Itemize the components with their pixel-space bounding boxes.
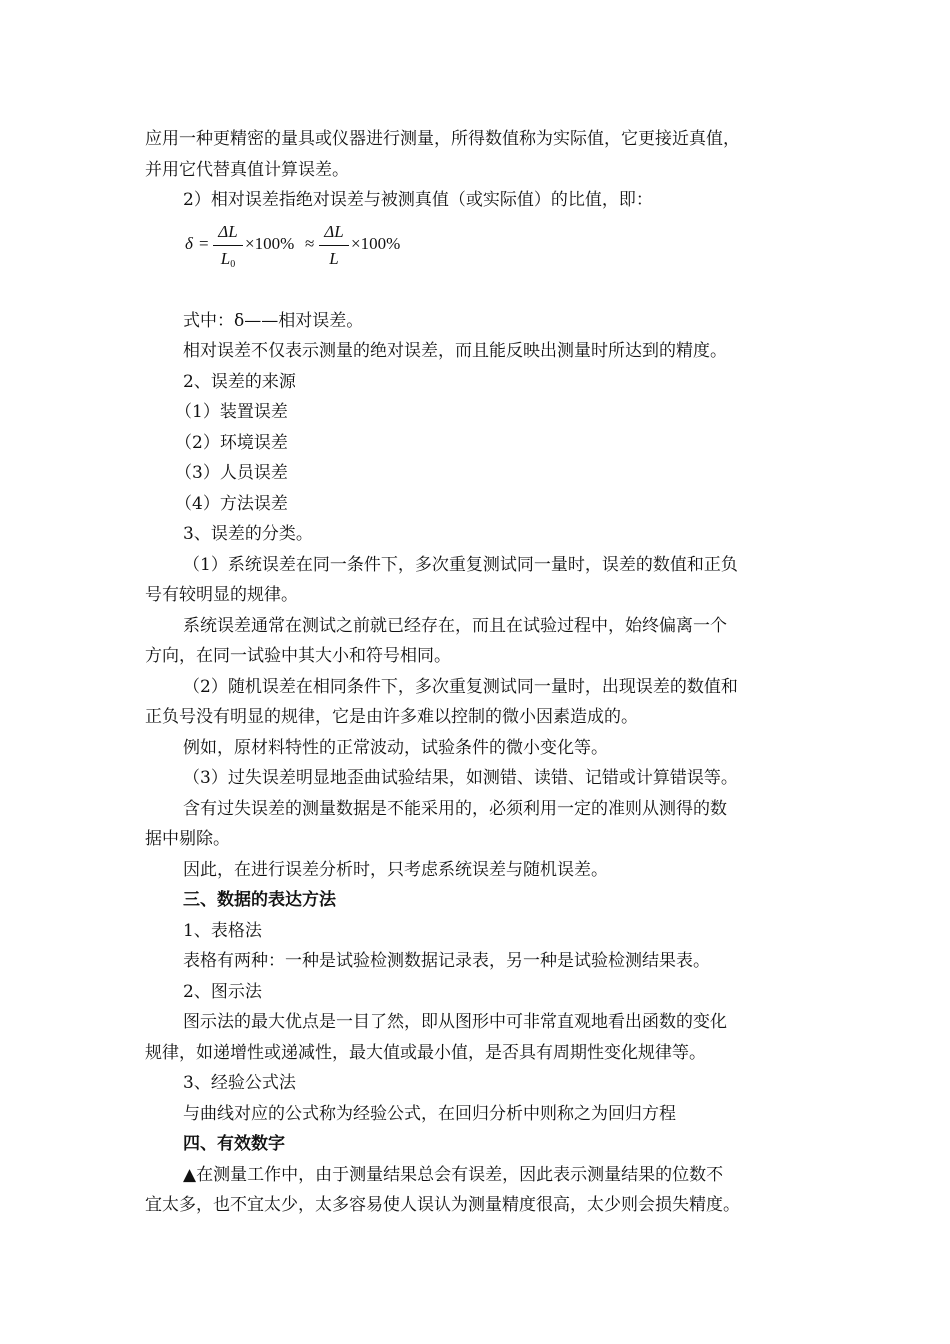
paragraph-line: （2）随机误差在相同条件下，多次重复测试同一量时，出现误差的数值和 xyxy=(183,676,738,697)
formula-approx: ≈ xyxy=(305,233,315,253)
paragraph-line: （1）系统误差在同一条件下，多次重复测试同一量时，误差的数值和正负 xyxy=(183,554,738,575)
paragraph-line: 例如，原材料特性的正常波动，试验条件的微小变化等。 xyxy=(183,737,608,758)
formula-times-1: ×100% xyxy=(245,233,295,253)
paragraph-line: （3）过失误差明显地歪曲试验结果，如测错、读错、记错或计算错误等。 xyxy=(183,768,738,788)
formula-times-2: ×100% xyxy=(351,233,401,253)
section-heading: 2、图示法 xyxy=(183,981,262,1002)
fraction-bar-2 xyxy=(319,245,349,246)
paragraph-line: 图示法的最大优点是一目了然，即从图形中可非常直观地看出函数的变化 xyxy=(183,1012,727,1032)
paragraph-line: 表格有两种：一种是试验检测数据记录表，另一种是试验检测结果表。 xyxy=(183,951,710,971)
paragraph-line: 因此，在进行误差分析时，只考虑系统误差与随机误差。 xyxy=(183,859,608,880)
paragraph-line: ▲在测量工作中，由于测量结果总会有误差，因此表示测量结果的位数不 xyxy=(183,1164,724,1185)
formula-denominator-1: $L_0$ xyxy=(220,248,236,270)
relative-error-formula xyxy=(185,218,810,288)
paragraph-line: 方向，在同一试验中其大小和符号相同。 xyxy=(145,646,451,666)
paragraph-line: 据中剔除。 xyxy=(145,829,230,849)
formula-equals: = xyxy=(199,233,209,253)
formula-delta: δ xyxy=(185,233,193,253)
paragraph-line: 并用它代替真值计算误差。 xyxy=(145,159,349,180)
paragraph-line: 式中：δ——相对误差。 xyxy=(183,310,364,331)
chapter-heading: 三、数据的表达方法 xyxy=(183,890,336,910)
paragraph-line: 2）相对误差指绝对误差与被测真值（或实际值）的比值，即： xyxy=(183,190,653,210)
formula-numerator-1: ΔL xyxy=(218,221,238,241)
paragraph-line: 应用一种更精密的量具或仪器进行测量，所得数值称为实际值，它更接近真值， xyxy=(145,129,740,149)
fraction-bar-1 xyxy=(213,245,243,246)
list-item: （1）装置误差 xyxy=(175,402,288,422)
list-item: （3）人员误差 xyxy=(175,463,288,483)
section-heading: 3、经验公式法 xyxy=(183,1073,296,1093)
formula-numerator-2: ΔL xyxy=(324,221,344,241)
section-heading: 3、误差的分类。 xyxy=(183,524,313,544)
paragraph-line: 规律，如递增性或递减性，最大值或最小值，是否具有周期性变化规律等。 xyxy=(145,1042,706,1063)
paragraph-line: 正负号没有明显的规律，它是由许多难以控制的微小因素造成的。 xyxy=(145,707,638,727)
document-body xyxy=(145,124,810,1221)
paragraph-line: 宜太多，也不宜太少，太多容易使人误认为测量精度很高，太少则会损失精度。 xyxy=(145,1195,740,1215)
chapter-heading: 四、有效数字 xyxy=(183,1134,285,1154)
formula-denominator-2: L xyxy=(329,248,339,268)
section-heading: 1、表格法 xyxy=(183,920,262,941)
paragraph-line: 含有过失误差的测量数据是不能采用的，必须利用一定的准则从测得的数 xyxy=(183,798,727,819)
section-heading: 2、误差的来源 xyxy=(183,371,296,392)
list-item: （4）方法误差 xyxy=(175,493,288,514)
paragraph-line: 相对误差不仅表示测量的绝对误差，而且能反映出测量时所达到的精度。 xyxy=(183,341,727,361)
paragraph-line: 与曲线对应的公式称为经验公式，在回归分析中则称之为回归方程 xyxy=(183,1103,676,1124)
list-item: （2）环境误差 xyxy=(175,432,288,453)
paragraph-line: 系统误差通常在测试之前就已经存在，而且在试验过程中，始终偏离一个 xyxy=(183,615,727,636)
paragraph-line: 号有较明显的规律。 xyxy=(145,585,298,605)
